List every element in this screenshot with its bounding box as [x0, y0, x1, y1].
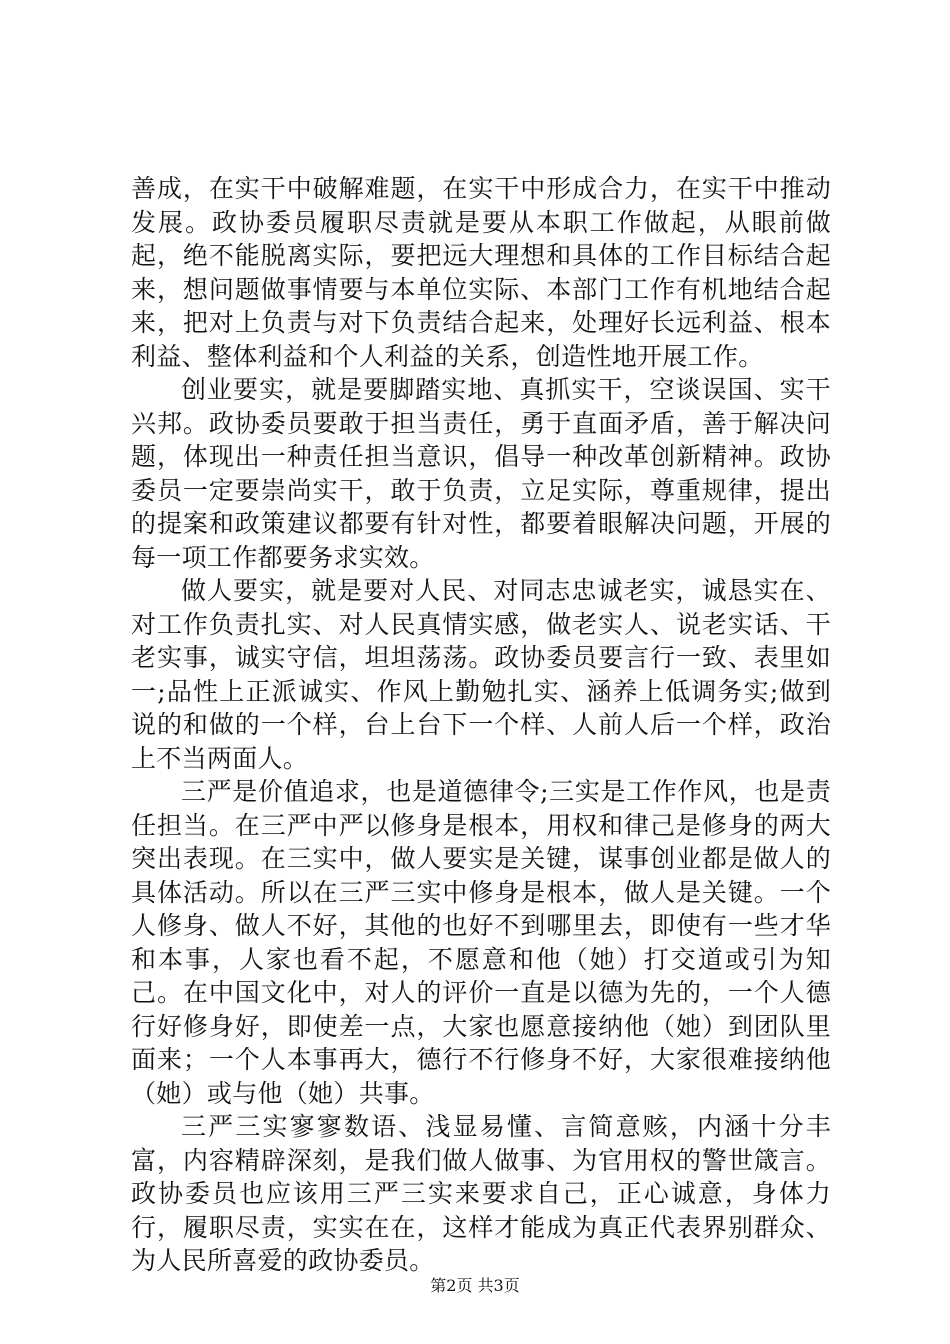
paragraph-3: 做人要实，就是要对人民、对同志忠诚老实，诚恳实在、对工作负责扎实、对人民真情实感，做老实人、说老实话、干老实事，诚实守信，坦坦荡荡。政协委员要言行一致、表里如一;品性上正派诚实、作风上勤勉扎实、涵养上低调务实;做到说的和做的一个样，台上台下一个样、人前人后一个样，政治上不当两面人。 — [131, 576, 831, 773]
paragraph-2: 创业要实，就是要脚踏实地、真抓实干，空谈误国、实干兴邦。政协委员要敢于担当责任，勇于直面矛盾，善于解决问题，体现出一种责任担当意识，倡导一种改革创新精神。政协委员一定要崇尚实干，敢于负责，立足实际，尊重规律，提出的提案和政策建议都要有针对性，都要着眼解决问题，开展的每一项工作都要务求实效。 — [131, 375, 831, 572]
paragraph-4: 三严是价值追求，也是道德律令;三实是工作作风，也是责任担当。在三严中严以修身是根本，用权和律己是修身的两大突出表现。在三实中，做人要实是关键，谋事创业都是做人的具体活动。所以在三严三实中修身是根本，做人是关键。一个人修身、做人不好，其他的也好不到哪里去，即使有一些才华和本事，人家也看不起，不愿意和他（她）打交道或引为知己。在中国文化中，对人的评价一直是以德为先的，一个人德行好修身好，即使差一点，大家也愿意接纳他（她）到团队里面来；一个人本事再大，德行不行修身不好，大家很难接纳他（她）或与他（她）共事。 — [131, 777, 831, 1108]
paragraph-5: 三严三实寥寥数语、浅显易懂、言简意赅，内涵十分丰富，内容精辟深刻，是我们做人做事、为官用权的警世箴言。政协委员也应该用三严三实来要求自己，正心诚意，身体力行，履职尽责，实实在在，这样才能成为真正代表界别群众、为人民所喜爱的政协委员。 — [131, 1112, 831, 1275]
document-body — [131, 172, 831, 1278]
paragraph-1: 善成，在实干中破解难题，在实干中形成合力，在实干中推动发展。政协委员履职尽责就是要从本职工作做起，从眼前做起，绝不能脱离实际，要把远大理想和具体的工作目标结合起来，想问题做事情要与本单位实际、本部门工作有机地结合起来，把对上负责与对下负责结合起来，处理好长远利益、根本利益、整体利益和个人利益的关系，创造性地开展工作。 — [131, 174, 831, 371]
page-footer: 第2页 共3页 — [430, 1276, 520, 1295]
